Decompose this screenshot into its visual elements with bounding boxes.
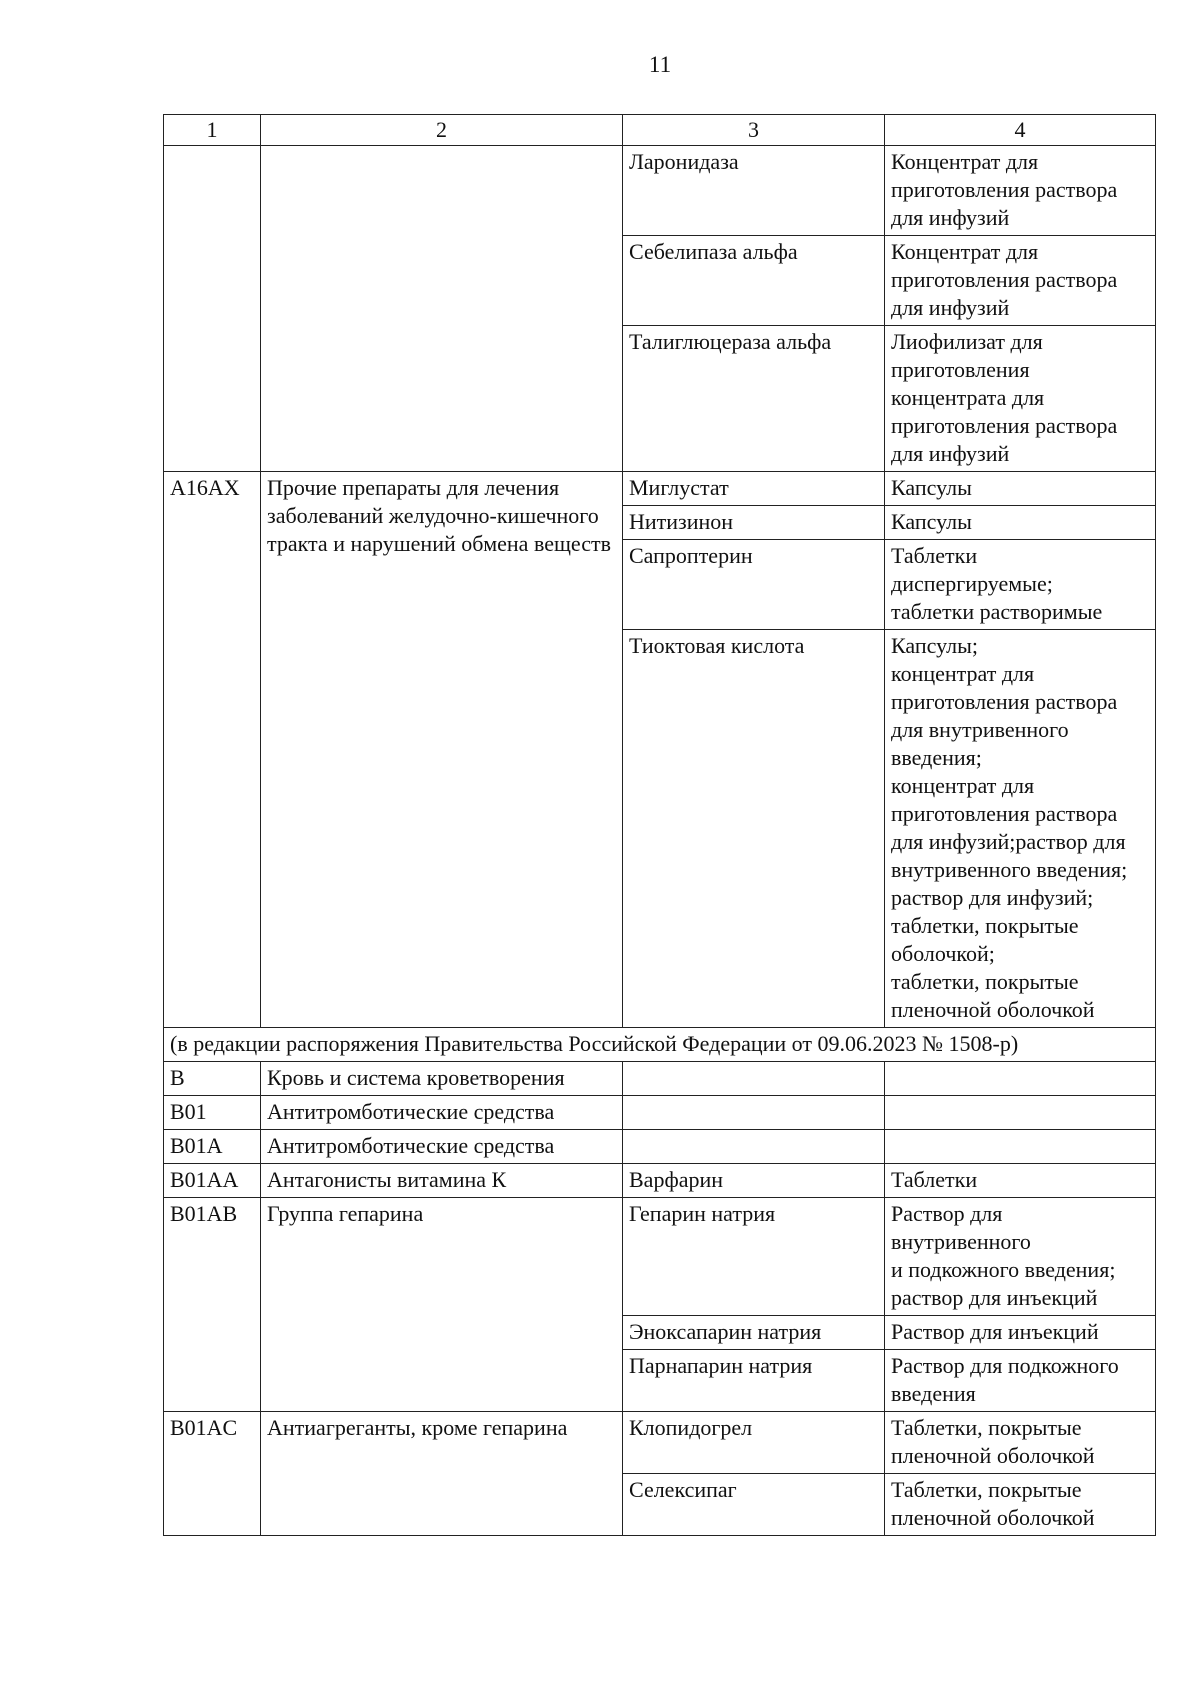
- group-name-cell: Антагонисты витамина К: [261, 1164, 623, 1198]
- table-row: [164, 1412, 1156, 1474]
- column-number: 2: [261, 115, 623, 146]
- drug-name-cell: Миглустат: [623, 472, 885, 506]
- drug-name-cell-empty: [623, 1096, 885, 1130]
- drug-name-cell-empty: [623, 1130, 885, 1164]
- atc-code-cell: B: [164, 1062, 261, 1096]
- column-number-row: [164, 115, 1156, 146]
- group-cell-empty: [261, 146, 623, 472]
- group-name-cell: Кровь и система кроветворения: [261, 1062, 623, 1096]
- medicines-table: [163, 114, 1156, 1536]
- drug-name-cell: Талиглюцераза альфа: [623, 326, 885, 472]
- table-row: [164, 472, 1156, 506]
- table-row: [164, 1130, 1156, 1164]
- drug-name-cell: Эноксапарин натрия: [623, 1316, 885, 1350]
- drug-name-cell: Гепарин натрия: [623, 1198, 885, 1316]
- table-row: [164, 1198, 1156, 1316]
- dosage-form-cell-empty: [885, 1130, 1156, 1164]
- atc-code-cell: B01A: [164, 1130, 261, 1164]
- drug-name-cell: Клопидогрел: [623, 1412, 885, 1474]
- table-row: [164, 146, 1156, 236]
- drug-name-cell: Нитизинон: [623, 506, 885, 540]
- page-number: 11: [648, 52, 672, 77]
- drug-name-cell: Себелипаза альфа: [623, 236, 885, 326]
- dosage-form-cell: Капсулы: [885, 506, 1156, 540]
- atc-code-cell: B01AC: [164, 1412, 261, 1536]
- dosage-form-cell-empty: [885, 1062, 1156, 1096]
- table-row: [164, 1164, 1156, 1198]
- column-number: 4: [885, 115, 1156, 146]
- drug-name-cell: Сапроптерин: [623, 540, 885, 630]
- table-row: [164, 1062, 1156, 1096]
- code-cell-empty: [164, 146, 261, 472]
- column-number: 3: [623, 115, 885, 146]
- dosage-form-cell: Раствор для внутривенного и подкожного введения; раствор для инъекций: [885, 1198, 1156, 1316]
- group-name-cell: Антитромботические средства: [261, 1096, 623, 1130]
- drug-name-cell: Парнапарин натрия: [623, 1350, 885, 1412]
- atc-code-cell: A16AX: [164, 472, 261, 1028]
- column-number: 1: [164, 115, 261, 146]
- table-row: [164, 1096, 1156, 1130]
- dosage-form-cell: Концентрат для приготовления раствора для инфузий: [885, 236, 1156, 326]
- amendment-note-row: [164, 1028, 1156, 1062]
- drug-name-cell: Ларонидаза: [623, 146, 885, 236]
- dosage-form-cell: Капсулы; концентрат для приготовления раствора для внутривенного введения; концентрат для приготовления раствора для инфузий;раствор для внутривенного введения; раствор для инфузий; таблетки, покрытые оболочкой; таблетки, покрытые пленочной оболочкой: [885, 630, 1156, 1028]
- drug-name-cell: Варфарин: [623, 1164, 885, 1198]
- atc-code-cell: B01AA: [164, 1164, 261, 1198]
- amendment-note: (в редакции распоряжения Правительства Российской Федерации от 09.06.2023 № 1508-р): [164, 1028, 1156, 1062]
- drug-name-cell-empty: [623, 1062, 885, 1096]
- group-name-cell: Прочие препараты для лечения заболеваний желудочно-кишечного тракта и нарушений обмена веществ: [261, 472, 623, 1028]
- atc-code-cell: B01AB: [164, 1198, 261, 1412]
- drug-name-cell: Тиоктовая кислота: [623, 630, 885, 1028]
- dosage-form-cell: Таблетки: [885, 1164, 1156, 1198]
- dosage-form-cell: Таблетки диспергируемые; таблетки растворимые: [885, 540, 1156, 630]
- group-name-cell: Антиагреганты, кроме гепарина: [261, 1412, 623, 1536]
- dosage-form-cell: Раствор для подкожного введения: [885, 1350, 1156, 1412]
- drug-name-cell: Селексипаг: [623, 1474, 885, 1536]
- atc-code-cell: B01: [164, 1096, 261, 1130]
- dosage-form-cell: Капсулы: [885, 472, 1156, 506]
- dosage-form-cell: Таблетки, покрытые пленочной оболочкой: [885, 1412, 1156, 1474]
- group-name-cell: Антитромботические средства: [261, 1130, 623, 1164]
- dosage-form-cell: Концентрат для приготовления раствора для инфузий: [885, 146, 1156, 236]
- dosage-form-cell: Лиофилизат для приготовления концентрата для приготовления раствора для инфузий: [885, 326, 1156, 472]
- dosage-form-cell: Раствор для инъекций: [885, 1316, 1156, 1350]
- dosage-form-cell-empty: [885, 1096, 1156, 1130]
- dosage-form-cell: Таблетки, покрытые пленочной оболочкой: [885, 1474, 1156, 1536]
- group-name-cell: Группа гепарина: [261, 1198, 623, 1412]
